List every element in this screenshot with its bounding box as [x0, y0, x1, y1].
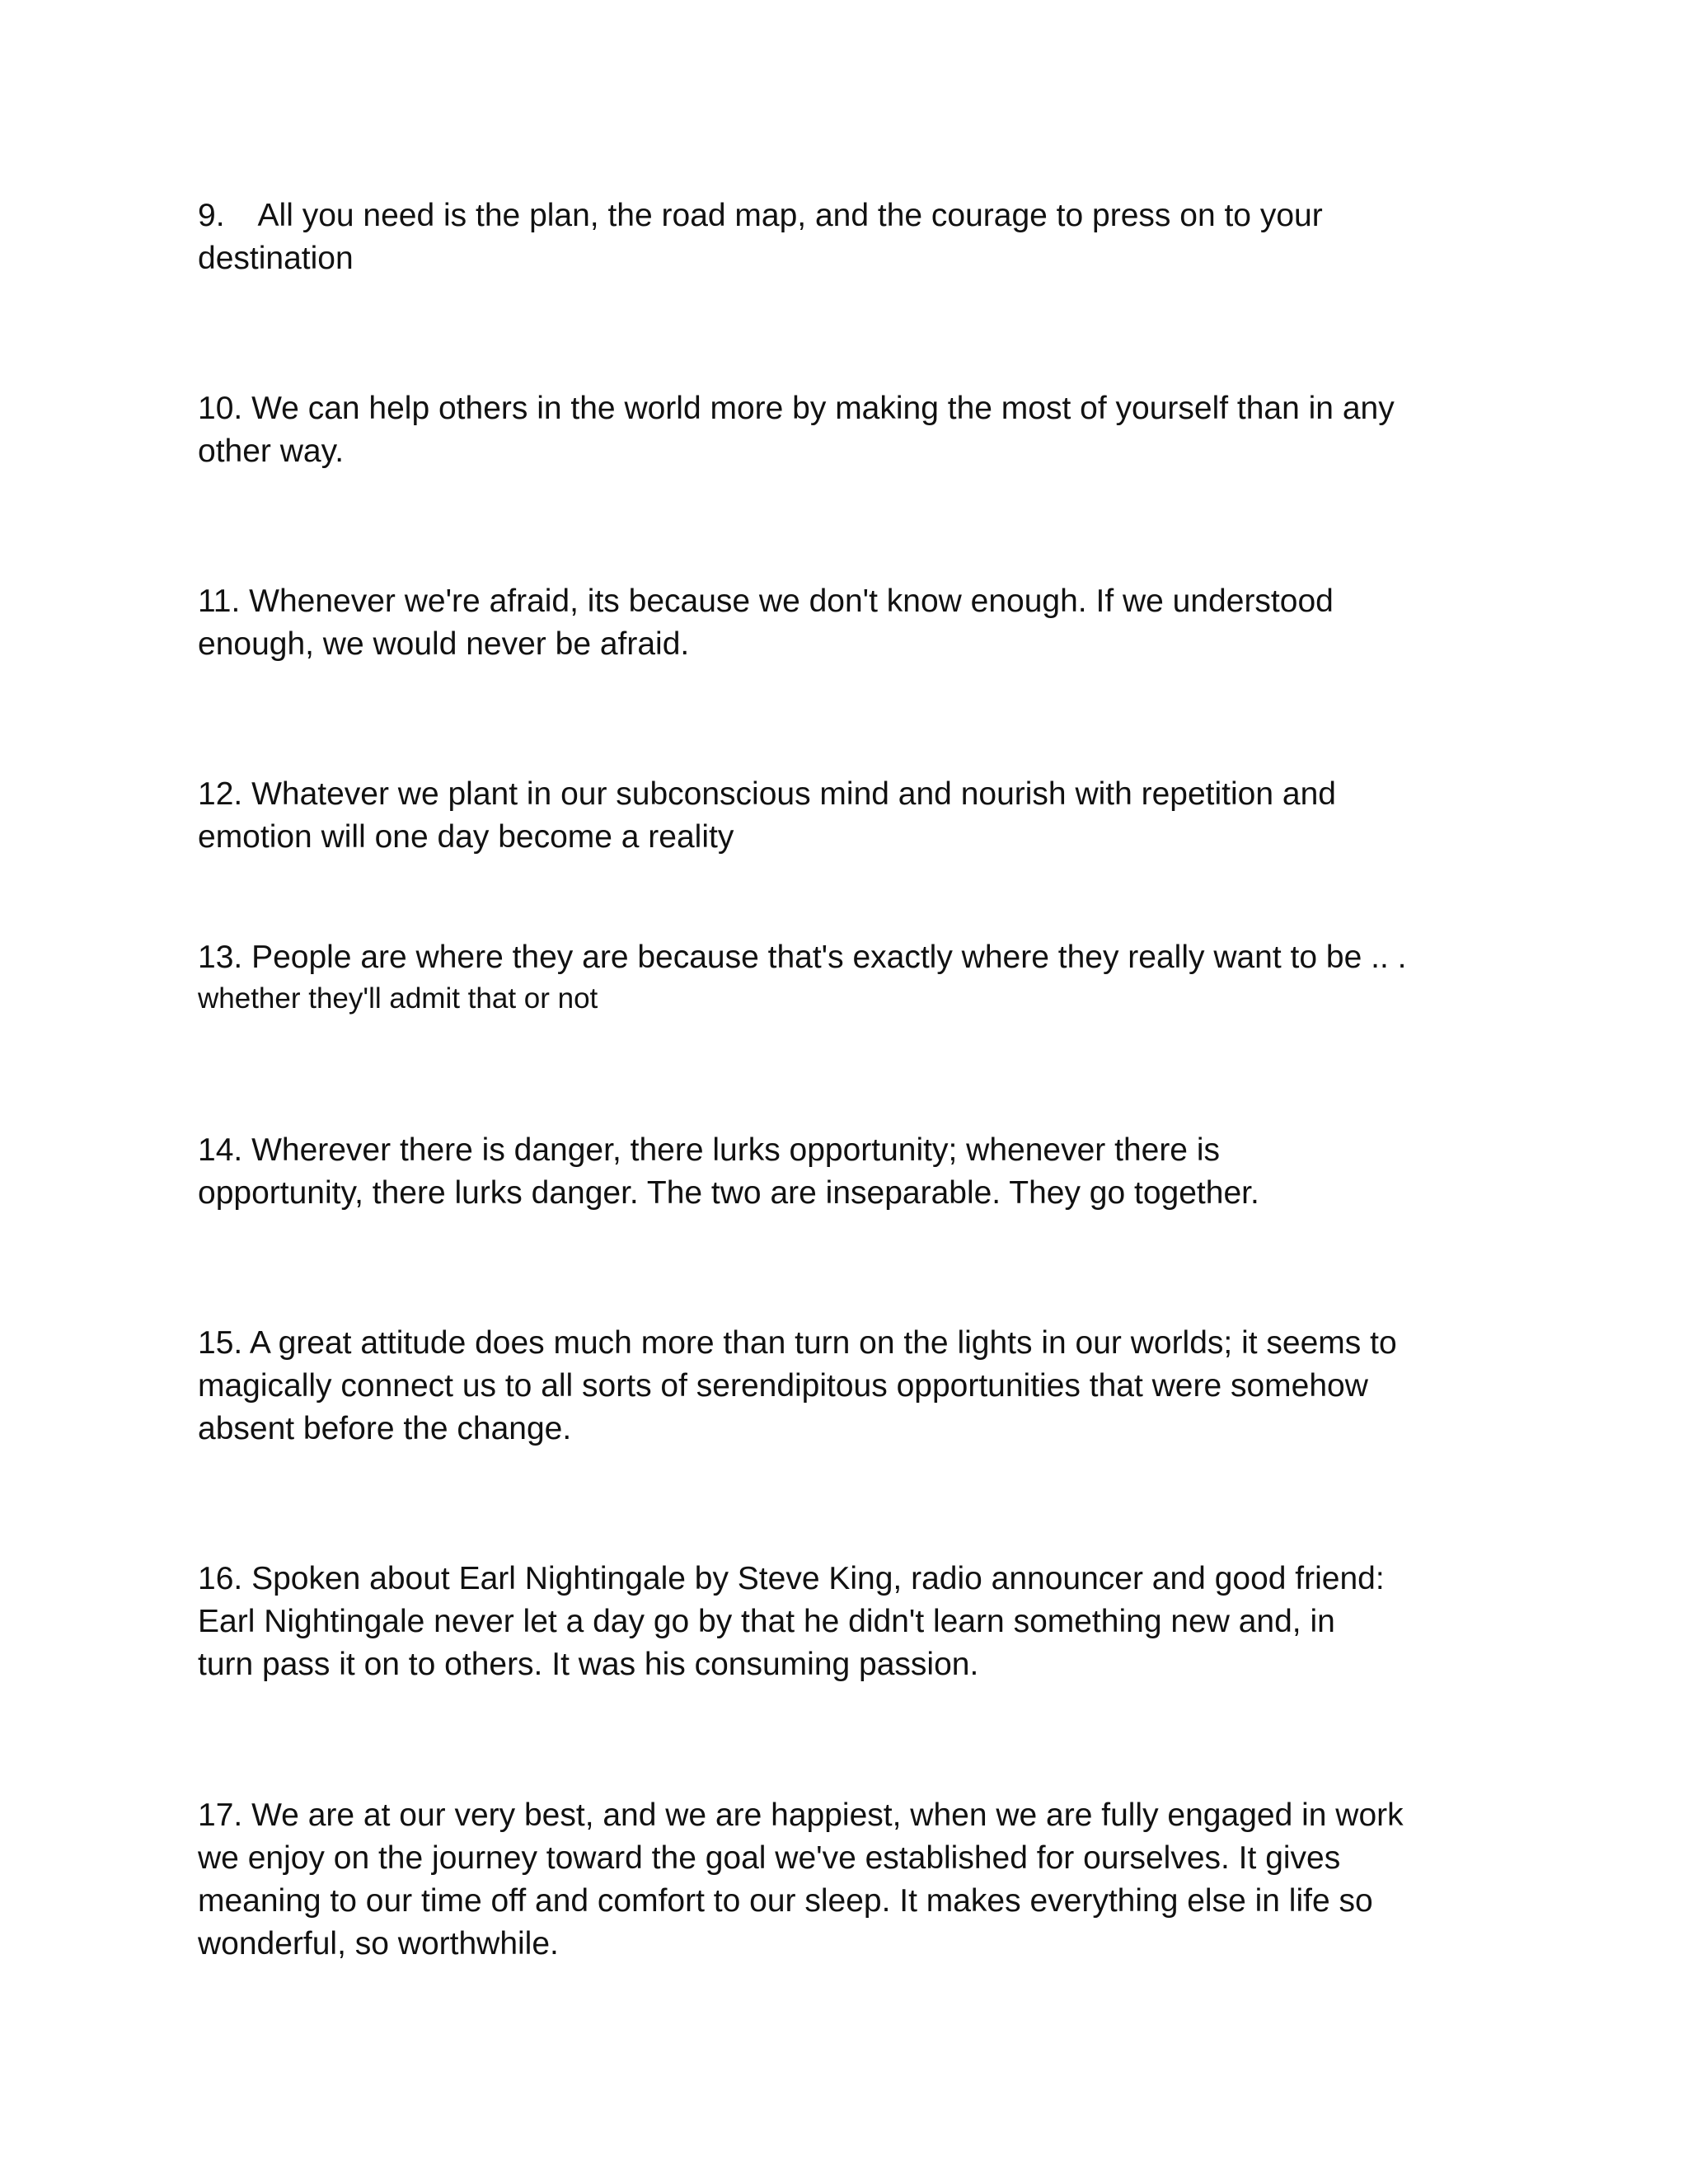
- quote-text: Whatever we plant in our subconscious mind and nourish with repetition and: [251, 776, 1336, 812]
- quote-line: [198, 194, 1467, 237]
- quote-line: enough, we would never be afraid.: [198, 626, 690, 662]
- item-number: 15.: [198, 1325, 243, 1361]
- quote-item-16: [198, 1558, 1467, 1686]
- quote-item-10: [198, 387, 1467, 473]
- quote-line: we enjoy on the journey toward the goal we've established for ourselves. It gives: [198, 1840, 1341, 1876]
- quote-item-12: [198, 773, 1467, 859]
- quote-line: [198, 1558, 1467, 1601]
- quote-line: magically connect us to all sorts of serendipitous opportunities that were somehow: [198, 1368, 1368, 1404]
- quote-line: absent before the change.: [198, 1411, 572, 1446]
- quote-line: destination: [198, 241, 354, 276]
- quote-line: [198, 773, 1467, 816]
- quote-text: Spoken about Earl Nightingale by Steve King, radio announcer and good friend:: [251, 1561, 1385, 1596]
- quote-line: [198, 1129, 1467, 1172]
- item-number: 10.: [198, 391, 243, 426]
- quote-item-11: [198, 580, 1467, 666]
- quote-line: [198, 936, 1467, 979]
- item-number: 9.: [198, 198, 225, 233]
- quote-line: meaning to our time off and comfort to our sleep. It makes everything else in life so: [198, 1883, 1373, 1919]
- quote-line: wonderful, so worthwhile.: [198, 1926, 559, 1961]
- item-number: 12.: [198, 776, 243, 812]
- quote-line: other way.: [198, 434, 345, 469]
- item-number: 17.: [198, 1797, 243, 1833]
- item-number: 13.: [198, 940, 243, 975]
- item-number: 14.: [198, 1132, 243, 1168]
- item-number: 11.: [198, 583, 241, 619]
- quote-text: Whenever we're afraid, its because we don't know enough. If we understood: [249, 583, 1334, 619]
- quote-text: We are at our very best, and we are happiest, when we are fully engaged in work: [251, 1797, 1404, 1833]
- quote-text: Wherever there is danger, there lurks opportunity; whenever there is: [251, 1132, 1220, 1168]
- quote-item-15: [198, 1322, 1467, 1451]
- quote-line: opportunity, there lurks danger. The two are inseparable. They go together.: [198, 1175, 1259, 1211]
- quote-item-14: [198, 1129, 1467, 1215]
- quote-line: [198, 1794, 1467, 1837]
- quote-line: emotion will one day become a reality: [198, 819, 734, 855]
- quote-text: A great attitude does much more than turn on the lights in our worlds; it seems to: [249, 1325, 1397, 1361]
- item-number: 16.: [198, 1561, 243, 1596]
- quote-line: [198, 1322, 1467, 1365]
- quote-item-17: [198, 1794, 1467, 1966]
- quote-text: All you need is the plan, the road map, and the courage to press on to your: [257, 198, 1323, 233]
- quote-line: [198, 580, 1467, 623]
- quote-line: whether they'll admit that or not: [198, 982, 598, 1015]
- quote-line: Earl Nightingale never let a day go by that he didn't learn something new and, in: [198, 1604, 1335, 1639]
- quote-item-13: [198, 936, 1467, 1019]
- quote-text: We can help others in the world more by making the most of yourself than in any: [251, 391, 1395, 426]
- quote-text: People are where they are because that's exactly where they really want to be .. .: [251, 940, 1407, 975]
- quote-item-9: [198, 194, 1467, 280]
- quote-line: turn pass it on to others. It was his consuming passion.: [198, 1647, 979, 1682]
- quote-line: [198, 387, 1467, 430]
